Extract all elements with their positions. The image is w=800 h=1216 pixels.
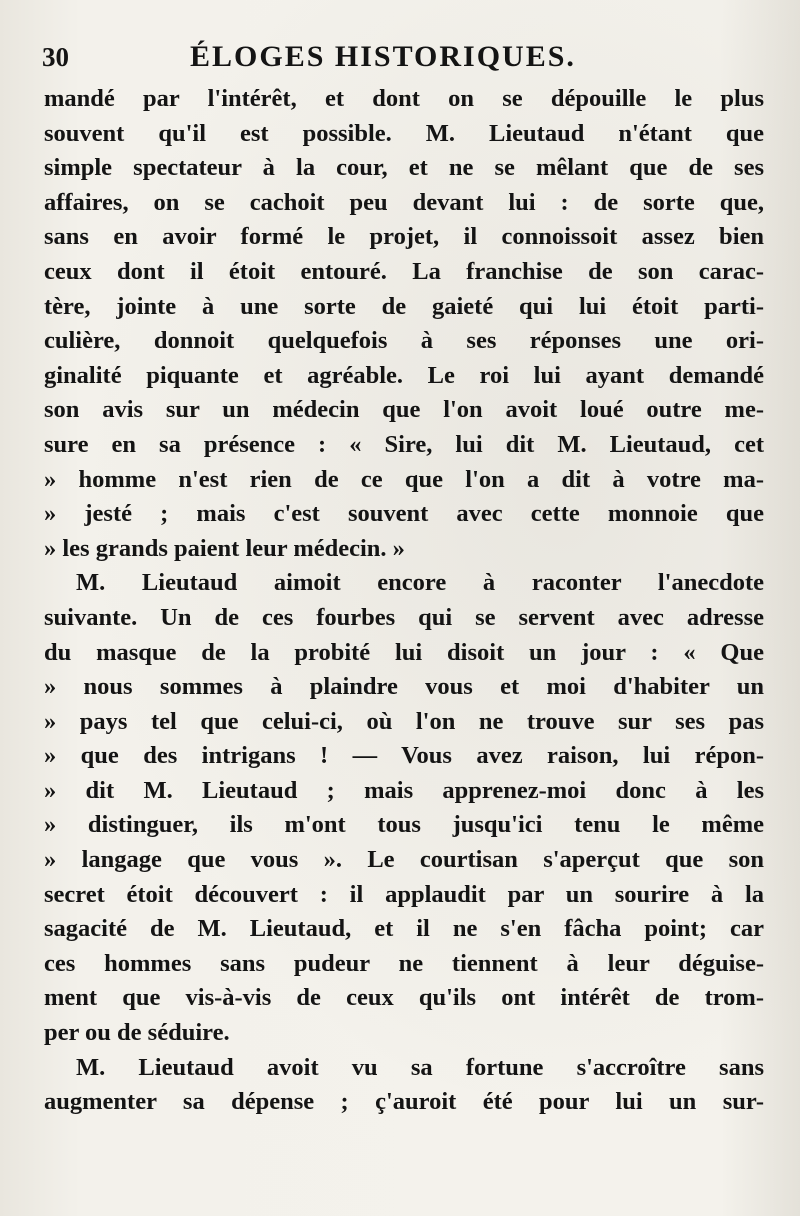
- text-line: tère, jointe à une sorte de gaieté qui lui étoit parti-: [44, 292, 764, 320]
- text-line: secret étoit découvert : il applaudit par un sourire à la: [44, 880, 764, 908]
- text-line: simple spectateur à la cour, et ne se mêlant que de ses: [44, 154, 764, 182]
- text-line: sans en avoir formé le projet, il connoissoit assez bien: [44, 223, 764, 251]
- text-line: augmenter sa dépense ; ç'auroit été pour lui un sur-: [44, 1088, 764, 1116]
- text-line: suivante. Un de ces fourbes qui se servent avec adresse: [44, 603, 764, 631]
- text-line: » nous sommes à plaindre vous et moi d'habiter un: [44, 673, 764, 701]
- page-number: 30: [42, 42, 69, 72]
- text-line: » les grands paient leur médecin. »: [44, 534, 405, 562]
- text-line: » langage que vous ». Le courtisan s'aperçut que son: [44, 846, 764, 874]
- text-line: souvent qu'il est possible. M. Lieutaud n'étant que: [44, 119, 764, 147]
- text-line: per ou de séduire.: [44, 1019, 230, 1047]
- text-line: » jesté ; mais c'est souvent avec cette monnoie que: [44, 500, 764, 528]
- text-line: du masque de la probité lui disoit un jour : « Que: [44, 638, 764, 666]
- text-line: ceux dont il étoit entouré. La franchise de son carac-: [44, 257, 764, 285]
- running-title: ÉLOGES HISTORIQUES.: [190, 40, 576, 73]
- text-line: ces hommes sans pudeur ne tiennent à leur déguise-: [44, 949, 764, 977]
- text-line: » pays tel que celui-ci, où l'on ne trouve sur ses pas: [44, 707, 764, 735]
- text-line: affaires, on se cachoit peu devant lui : de sorte que,: [44, 188, 764, 216]
- text-line: culière, donnoit quelquefois à ses réponses une ori-: [44, 327, 764, 355]
- text-line: mandé par l'intérêt, et dont on se dépouille le plus: [44, 85, 764, 112]
- text-line: » dit M. Lieutaud ; mais apprenez-moi donc à les: [44, 776, 764, 804]
- text-line: son avis sur un médecin que l'on avoit loué outre me-: [44, 396, 764, 424]
- page-header: [42, 38, 762, 84]
- text-line: » que des intrigans ! — Vous avez raison, lui répon-: [44, 742, 764, 770]
- text-line: M. Lieutaud aimoit encore à raconter l'anecdote: [76, 569, 764, 597]
- text-line: ment que vis-à-vis de ceux qu'ils ont intérêt de trom-: [44, 984, 764, 1012]
- body-text: [44, 82, 764, 1120]
- text-line: » homme n'est rien de ce que l'on a dit à votre ma-: [44, 465, 764, 493]
- text-line: » distinguer, ils m'ont tous jusqu'ici tenu le même: [44, 811, 764, 839]
- text-line: ginalité piquante et agréable. Le roi lui ayant demandé: [44, 361, 764, 389]
- text-line: sure en sa présence : « Sire, lui dit M. Lieutaud, cet: [44, 430, 764, 458]
- text-line: sagacité de M. Lieutaud, et il ne s'en fâcha point; car: [44, 915, 764, 943]
- text-line: M. Lieutaud avoit vu sa fortune s'accroître sans: [76, 1053, 764, 1081]
